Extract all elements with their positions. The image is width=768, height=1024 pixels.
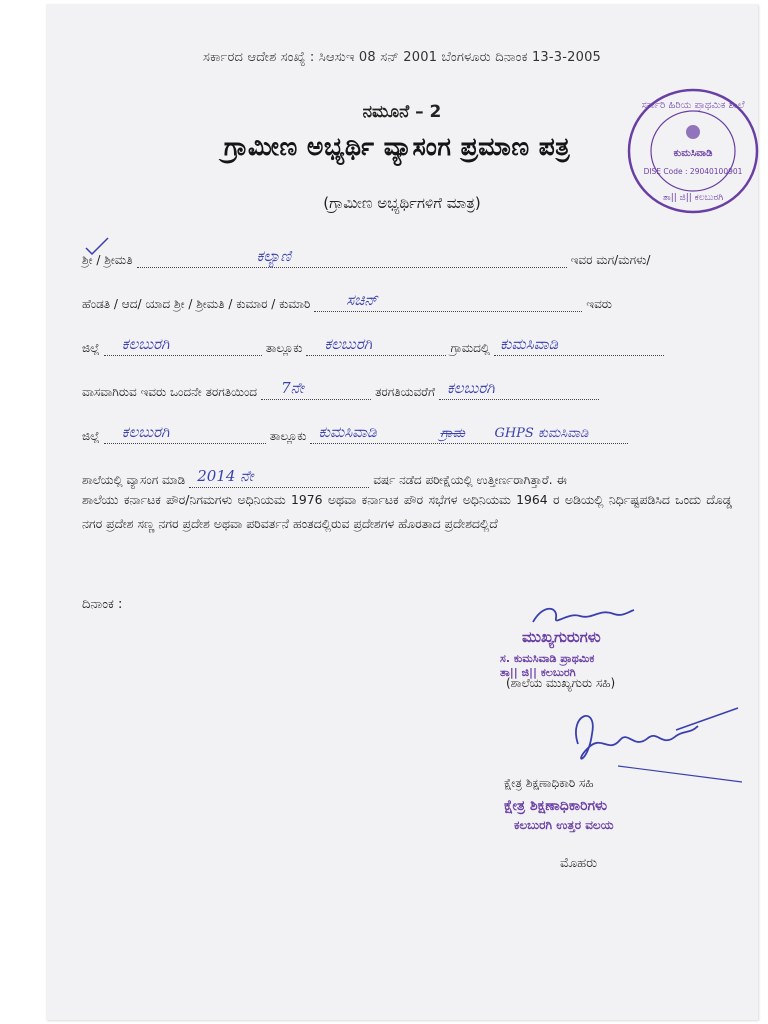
upto-value: ಕಲಬುರಗಿ bbox=[446, 379, 495, 397]
field-row-study bbox=[82, 466, 732, 488]
son-daughter-label: ಇವರ ಮಗ/ಮಗಳು/ bbox=[570, 253, 651, 267]
seal-dise-code: DISE Code : 29040100901 bbox=[643, 167, 743, 176]
class-value: 7ನೇ bbox=[281, 379, 304, 397]
headmaster-taluk-line: ತಾ|| ಜಿ|| ಕಲಬುರಗಿ bbox=[500, 666, 576, 679]
parent-name-value: ಕಲ್ಯಾಣಿ bbox=[256, 247, 292, 265]
taluk2-label: ತಾಲ್ಲೂಕು bbox=[269, 429, 307, 443]
district2-value: ಕಲಬುರಗಿ bbox=[121, 423, 170, 441]
government-order-line: ಸರ್ಕಾರದ ಆದೇಶ ಸಂಖ್ಯೆ : ಸಿಆಸುಇ 08 ಸನ್ 2001 ಬೆಂಗಳೂರು ದಿನಾಂಕ 13-3-2005 bbox=[202, 50, 602, 65]
field-row-parent bbox=[82, 246, 732, 268]
seal-center-text: ಕುಮಸಿವಾಡಿ bbox=[673, 148, 713, 159]
officer-sign-label: ಕ್ಷೇತ್ರ ಶಿಕ್ಷಣಾಧಿಕಾರಿ ಸಹಿ bbox=[504, 776, 594, 790]
district-line bbox=[104, 337, 262, 356]
they-label: ಇವರು bbox=[586, 297, 612, 311]
upto-class-label: ತರಗತಿಯವರೆಗೆ bbox=[375, 385, 435, 399]
officer-stamp-place: ಕಲಬುರಗಿ ಉತ್ತರ ವಲಯ bbox=[514, 818, 614, 832]
taluk-value: ಕಲಬುರಗಿ bbox=[324, 335, 372, 353]
district-label: ಜಿಲ್ಲೆ bbox=[82, 341, 100, 355]
candidate-name-value: ಸಚಿನ್ bbox=[346, 291, 378, 309]
certificate-paper bbox=[46, 4, 758, 1020]
village-line bbox=[494, 337, 664, 356]
candidate-name-line bbox=[314, 293, 582, 312]
school-seal-graphic bbox=[626, 86, 760, 216]
year-value: 2014 ನೇ bbox=[197, 467, 254, 485]
residing-label: ವಾಸವಾಗಿರುವ ಇವರು ಒಂದನೇ ತರಗತಿಯಿಂದ bbox=[82, 385, 258, 399]
struck-village-word: ಗ್ರಾಮ bbox=[440, 426, 465, 441]
village-value: ಕುಮಸಿವಾಡಿ bbox=[499, 335, 559, 353]
seal-bottom-text: ತಾ|| ಜಿ|| ಕಲಬುರಗಿ bbox=[662, 193, 724, 203]
study-label: ಶಾಲೆಯಲ್ಲಿ ವ್ಯಾಸಂಗ ಮಾಡಿ bbox=[82, 473, 186, 487]
certificate-subtitle: (ಗ್ರಾಮೀಣ ಅಭ್ಯರ್ಥಿಗಳಿಗೆ ಮಾತ್ರ) bbox=[323, 194, 481, 212]
district-value: ಕಲಬುರಗಿ bbox=[121, 335, 170, 353]
field-row-candidate bbox=[82, 290, 732, 312]
headmaster-sign-label: (ಶಾಲೆಯ ಮುಖ್ಯಗುರು ಸಹಿ) bbox=[506, 676, 616, 690]
district2-label: ಜಿಲ್ಲೆ bbox=[82, 429, 100, 443]
district2-line bbox=[104, 425, 266, 444]
from-class-line bbox=[261, 381, 371, 400]
year-line bbox=[189, 469, 369, 488]
school-name-value: GHPS ಕುಮಸಿವಾಡಿ bbox=[494, 426, 589, 441]
taluk-line bbox=[306, 337, 446, 356]
school-seal bbox=[626, 86, 760, 216]
tick-mark-icon bbox=[84, 236, 114, 258]
certificate-body-text: ಶಾಲೆಯು ಕರ್ನಾಟಕ ಪೌರ/ನಿಗಮಗಳು ಅಧಿನಿಯಮ 1976 ಅಥವಾ ಕರ್ನಾಟಕ ಪೌರ ಸಭೆಗಳ ಅಧಿನಿಯಮ 1964 ರ ಅಡಿಯಲ್ಲಿ ನಿರ್ಧಿಷ್ಟಪಡಿಸಿದ ಒಂದು ದೊಡ್ಡ ನಗರ ಪ್ರದೇಶ ಸಣ್ಣ ನಗರ ಪ್ರದೇಶ ಅಥವಾ ಪರಿವರ್ತನೆ ಹಂತದಲ್ಲಿರುವ ಪ್ರದೇಶಗಳ ಹೊರತಾದ ಪ್ರದೇಶದಲ್ಲಿದೆ bbox=[82, 492, 732, 531]
parent-name-label: ಶ್ರೀ / ಶ್ರೀಮತಿ bbox=[82, 253, 133, 267]
study-suffix: ವರ್ಷ ನಡೆದ ಪರೀಕ್ಷೆಯಲ್ಲಿ ಉತ್ತೀರ್ಣರಾಗಿತ್ತಾರೆ. ಈ bbox=[373, 473, 567, 487]
officer-signature bbox=[558, 704, 748, 784]
village-label: ಗ್ರಾಮದಲ್ಲಿ bbox=[450, 341, 490, 355]
field-row-school bbox=[82, 422, 732, 444]
officer-stamp-title: ಕ್ಷೇತ್ರ ಶಿಕ್ಷಣಾಧಿಕಾರಿಗಳು bbox=[504, 798, 608, 814]
seal-label: ಮೊಹರು bbox=[560, 856, 598, 871]
school-line bbox=[310, 425, 628, 444]
date-label: ದಿನಾಂಕ : bbox=[82, 597, 123, 612]
parent-name-line bbox=[137, 249, 567, 268]
headmaster-school-line: ಸ. ಕುಮಸಿವಾಡಿ ಪ್ರಾಥಮಿಕ bbox=[500, 652, 595, 665]
taluk2-value: ಕುಮಸಿವಾಡಿ bbox=[318, 423, 377, 441]
headmaster-title: ಮುಖ್ಯಗುರುಗಳು bbox=[522, 628, 601, 646]
field-row-classes bbox=[82, 378, 732, 400]
form-number: ನಮೂನೆ – 2 bbox=[362, 102, 442, 122]
field-row-residence bbox=[82, 334, 732, 356]
taluk-label: ತಾಲ್ಲೂಕು bbox=[265, 341, 303, 355]
upto-class-line bbox=[439, 381, 599, 400]
seal-ring-text: ಸರ್ಕಾರಿ ಹಿರಿಯ ಪ್ರಾಥಮಿಕ ಶಾಲೆ bbox=[641, 100, 745, 111]
candidate-name-label: ಹೆಂಡತಿ / ಆದ/ ಯಾದ ಶ್ರೀ / ಶ್ರೀಮತಿ / ಕುಮಾರ / ಕುಮಾರಿ bbox=[82, 297, 311, 311]
certificate-title: ಗ್ರಾಮೀಣ ಅಭ್ಯರ್ಥಿ ವ್ಯಾಸಂಗ ಪ್ರಮಾಣ ಪತ್ರ bbox=[223, 132, 571, 161]
